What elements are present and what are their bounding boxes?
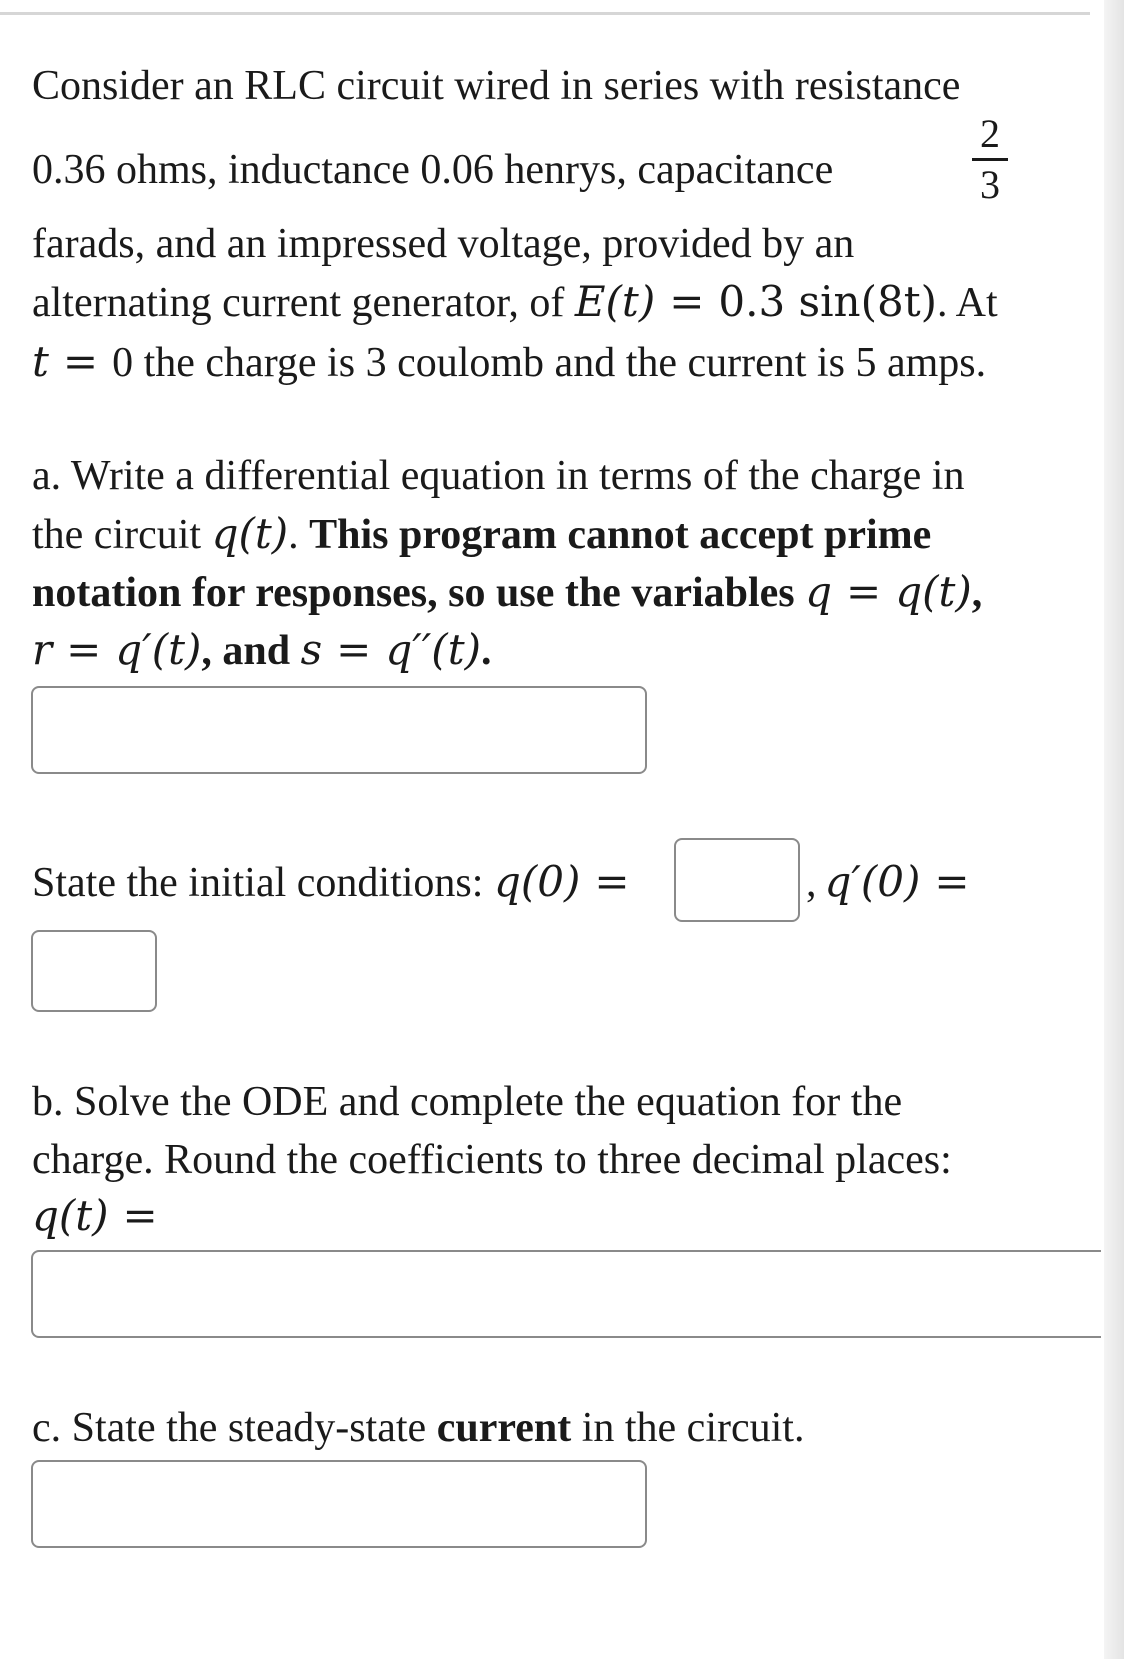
ode-answer-input[interactable] — [31, 686, 647, 774]
q0-input[interactable] — [674, 838, 800, 922]
part-b-text-2: charge. Round the coefficients to three decimal places: — [32, 1137, 952, 1183]
equals-sign: = — [62, 337, 99, 386]
voltage-function: E(t) — [574, 277, 656, 326]
part-b-line-3 — [32, 1186, 172, 1247]
intro-text-1: Consider an RLC circuit wired in series with resistance — [32, 63, 961, 109]
fraction-numerator: 2 — [980, 111, 1000, 156]
part-c-bold: current — [436, 1405, 572, 1451]
intro-text-2: 0.36 ohms, inductance 0.06 henrys, capacitance — [32, 147, 834, 193]
capacitance-fraction — [968, 111, 1012, 209]
part-c-text-2: in the circuit. — [571, 1405, 805, 1451]
intro-line-2 — [32, 140, 833, 200]
period: . — [480, 628, 492, 674]
initial-conditions-line — [32, 852, 644, 913]
part-c-text-1: c. State the steady-state — [32, 1405, 437, 1451]
initial-conditions-label: State the initial conditions: — [32, 860, 494, 906]
intro-text-4b: . At — [936, 280, 998, 326]
part-a-text-2: the circuit — [32, 512, 212, 558]
and-text: , and — [201, 628, 301, 674]
intro-text-5: 0 the charge is 3 coulomb and the current is 5 amps. — [112, 340, 987, 386]
qp0-label-line — [806, 852, 984, 913]
intro-line-1 — [32, 56, 960, 116]
part-b-text-1: b. Solve the ODE and complete the equation for the — [32, 1079, 903, 1125]
charge-solution-input[interactable] — [31, 1250, 1101, 1338]
equals-sign: = — [846, 567, 882, 616]
intro-line-3 — [32, 214, 854, 274]
part-a-line-4 — [32, 620, 491, 681]
part-a-line-2 — [32, 504, 931, 565]
part-a-punct: . — [288, 512, 310, 558]
intro-text-4: alternating current generator, of — [32, 280, 575, 326]
q0-label: q(0) — [493, 857, 581, 906]
intro-line-4 — [32, 272, 998, 333]
intro-text-3: farads, and an impressed voltage, provided by an — [32, 221, 855, 267]
comma: , — [971, 570, 983, 616]
part-a-bold-1: This program cannot accept prime — [309, 512, 932, 558]
equals-sign: = — [934, 857, 970, 906]
qp0-input[interactable] — [31, 930, 157, 1012]
intro-line-5 — [32, 332, 986, 393]
voltage-expression: 0.3 sin(8t) — [718, 277, 937, 326]
qp0-label: q′(0) — [824, 857, 921, 906]
first-derivative: q′(t) — [115, 625, 202, 674]
scrollbar[interactable] — [1104, 0, 1124, 1659]
part-a-line-3 — [32, 562, 982, 623]
equals-sign: = — [66, 625, 102, 674]
steady-current-input[interactable] — [31, 1460, 647, 1548]
equals-sign: = — [122, 1191, 158, 1240]
equals-sign: = — [594, 857, 630, 906]
part-c-line — [32, 1398, 804, 1458]
q-variable: q — [805, 567, 833, 616]
comma: , — [806, 860, 817, 906]
equals-sign: = — [669, 277, 705, 326]
charge-function: q(t) — [895, 567, 972, 616]
equals-sign: = — [336, 625, 372, 674]
top-divider — [0, 12, 1090, 15]
charge-function: q(t) — [32, 1191, 109, 1240]
time-variable: t — [32, 337, 49, 386]
part-a-bold-2: notation for responses, so use the variables — [32, 570, 806, 616]
part-b-line-1 — [32, 1072, 902, 1132]
fraction-denominator: 3 — [980, 162, 1000, 207]
part-b-line-2 — [32, 1130, 952, 1190]
s-variable: s — [300, 625, 323, 674]
r-variable: r — [32, 625, 53, 674]
charge-function: q(t) — [211, 509, 289, 558]
second-derivative: q′′(t) — [385, 625, 481, 674]
part-a-line-1 — [32, 446, 964, 506]
part-a-text-1: a. Write a differential equation in terms of the charge in — [32, 453, 965, 499]
